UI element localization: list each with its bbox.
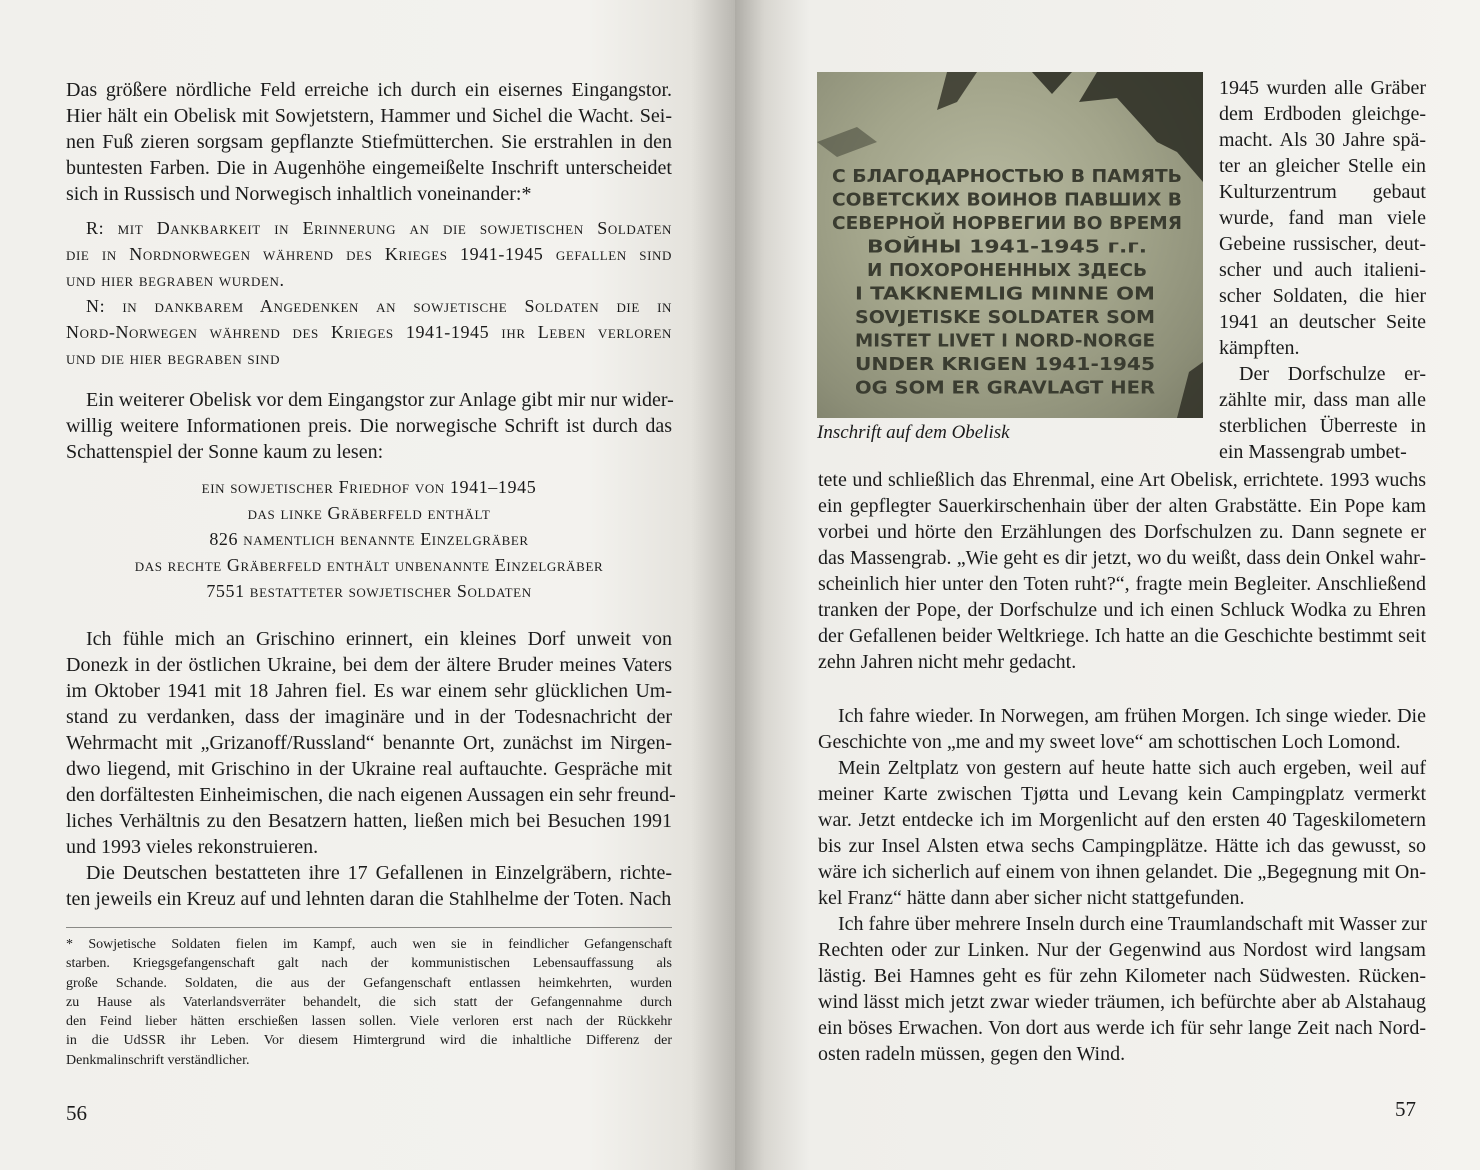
text-line: kel Franz“ hätte dann aber sicher nicht stattgefunden. — [818, 887, 1245, 909]
text-line: scher und auch italieni- — [1219, 259, 1426, 281]
text-line: Denkmalinschrift verständlicher. — [66, 1052, 250, 1068]
inscription-russian — [66, 215, 672, 293]
text-line: ein böses Erwachen. Von dort aus werde ich für sehr lange Zeit nach Nord- — [818, 1017, 1426, 1039]
text-line: Mein Zeltplatz von gestern auf heute hatte sich auch ergeben, weil auf — [838, 757, 1426, 779]
text-line: 826 namentlich benannte Einzelgräber — [209, 529, 529, 549]
inscription-line: СЕВЕРНОЙ НОРВЕГИИ ВО ВРЕМЯ — [832, 213, 1173, 234]
text-line: war. Jetzt entdecke ich im Morgenlicht auf den ersten 40 Tageskilometern — [818, 809, 1426, 831]
inscription-line: UNDER KRIGEN 1941-1945 — [855, 354, 1155, 375]
right-page — [735, 0, 1480, 1170]
text-line: Wehrmacht mit „Grizanoff/Russland“ benannte Ort, zunächst im Nirgen- — [66, 732, 672, 754]
text-line: dwo liegend, mit Grischino in der Ukraine real auftauchte. Gespräche mit — [66, 758, 672, 780]
text-line: macht. Als 30 Jahre spä- — [1219, 129, 1426, 151]
text-line: tranken der Pope, der Dorfschulze und ich einen Schluck Wodka zu Ehren — [818, 599, 1426, 621]
text-line: ein gepflegter Sauerkirschenhain über der alten Grabstätte. Ein Pope kam — [818, 495, 1426, 517]
text-line: willig weitere Informationen preis. Die norwegische Schrift ist durch das — [66, 415, 672, 437]
inscription-line: И ПОХОРОНЕННЫХ ЗДЕСЬ — [867, 260, 1147, 281]
text-line: Die Deutschen bestatteten ihre 17 Gefallenen in Einzelgräbern, richte- — [86, 862, 672, 884]
text-line: Hier hält ein Obelisk mit Sowjetstern, Hammer und Sichel die Wacht. Sei- — [66, 105, 672, 127]
text-line: osten radeln müssen, gegen den Wind. — [818, 1043, 1126, 1065]
text-line: Rechten oder zur Linken. Nur der Gegenwind aus Nordost wird langsam — [818, 939, 1426, 961]
text-line: R: mit Dankbarkeit in Erinnerung an die sowjetischen Soldaten — [86, 218, 672, 238]
text-line: Geschichte von „me and my sweet love“ am schottischen Loch Lomond. — [818, 731, 1401, 753]
text-line: liches Verhältnis zu den Besatzern hatten, ließen mich bei Besuchen 1991 — [66, 810, 672, 832]
text-line: sterblichen Überreste in — [1219, 415, 1426, 437]
text-line: Ich fahre über mehrere Inseln durch eine Traumlandschaft mit Wasser zur — [838, 913, 1427, 935]
obelisk-paragraph — [66, 387, 672, 465]
text-line: den Feind lieber hätten erschießen lassen sollen. Viele verloren erst nach der Rückkehr — [66, 1014, 672, 1030]
text-line: scher Soldaten, die hier — [1219, 285, 1426, 307]
text-line: wäre ich sicherlich auf einem von ihnen gelandet. Die „Begegnung mit On- — [818, 861, 1426, 883]
intro-paragraph — [66, 77, 672, 207]
text-line: große Schande. Soldaten, die aus der Gefangenschaft entlassen heimkehrten, wurden — [66, 975, 672, 991]
photo-caption: Inschrift auf dem Obelisk — [817, 422, 1010, 443]
footnote — [66, 935, 672, 1070]
text-line: lästig. Bei Hamnes geht es für zehn Kilometer nach Südwesten. Rücken- — [818, 965, 1426, 987]
islands-paragraph — [818, 911, 1426, 1067]
obelisk-photo-graphic — [817, 72, 1203, 418]
text-line: im Oktober 1941 mit 18 Jahren fiel. Es war einem sehr glücklichen Um- — [66, 680, 672, 702]
text-line: 1941 an deutscher Seite — [1219, 311, 1426, 333]
text-line: Ein weiterer Obelisk vor dem Eingangstor zur Anlage gibt mir nur wider- — [86, 389, 674, 411]
text-line: die in Nordnorwegen während des Krieges 1941-1945 gefallen sind — [66, 244, 672, 264]
text-line: Das größere nördliche Feld erreiche ich durch ein eisernes Eingangstor. — [66, 79, 672, 101]
inscription-line: СОВЕТСКИХ ВОИНОВ ПАВШИХ В — [832, 189, 1182, 211]
text-line: in die UdSSR ihr Leben. Vor diesem Himtergrund wird die inhaltliche Differenz der — [66, 1033, 672, 1049]
text-line: und hier begraben wurden. — [66, 270, 285, 290]
obelisk-photo — [817, 72, 1203, 418]
text-line: 1945 wurden alle Gräber — [1219, 77, 1426, 99]
text-line: ten jeweils ein Kreuz auf und lehnten daran die Stahlhelme der Toten. Nach — [66, 888, 672, 910]
text-line: ein Massengrab umbet- — [1219, 441, 1407, 463]
text-line: * Sowjetische Soldaten fielen im Kampf, auch wen sie in feindlicher Gefangenschaft — [66, 937, 672, 952]
inscription-line: MISTET LIVET I NORD-NORGE — [855, 330, 1155, 352]
page-number-right: 57 — [1395, 1097, 1416, 1121]
text-line: und 1993 vieles rekonstruieren. — [66, 836, 319, 858]
text-line: ter an gleicher Stelle ein — [1219, 155, 1426, 177]
inscription-line: ВОЙНЫ 1941-1945 г.г. — [867, 236, 1098, 258]
text-line: zehn Jahren nicht mehr gedacht. — [818, 651, 1077, 673]
grischino-paragraph — [66, 626, 676, 860]
text-line: bis zur Insel Alsten etwa sechs Campingplätze. Hätte ich das gewusst, so — [818, 835, 1426, 857]
campsite-paragraph — [818, 755, 1426, 911]
text-line: nen Fuß zieren sorgsam gepflanzte Stiefmütterchen. Sie erstrahlen in den — [66, 131, 672, 153]
text-line: Ich fahre wieder. In Norwegen, am frühen Morgen. Ich singe wieder. Die — [838, 705, 1426, 727]
text-line: kämpften. — [1219, 337, 1300, 359]
left-page — [0, 0, 735, 1170]
text-line: ein sowjetischer Friedhof von 1941–1945 — [201, 477, 537, 497]
text-line: Kulturzentrum gebaut — [1219, 181, 1426, 203]
text-line: starben. Kriegsgefangenschaft galt nach der kommunistischen Lebensauffassung als — [66, 956, 672, 972]
text-line: Der Dorfschulze er- — [1239, 363, 1426, 385]
text-line: Nord-Norwegen während des Krieges 1941-1945 ihr Leben verloren — [66, 322, 672, 342]
text-line: buntesten Farben. Die in Augenhöhe eingemeißelte Inschrift unterscheidet — [66, 157, 672, 179]
text-line: zu Hause als Vaterlandsverräter behandelt, die sich statt der Gefangennahme durch — [66, 994, 672, 1010]
inscription-line: SOVJETISKE SOLDATER SOM — [855, 307, 1155, 328]
footnote-rule — [66, 927, 672, 928]
text-line: wind lässt mich jetzt zwar wieder träumen, ich befürchte aber ab Alstahaug — [818, 991, 1426, 1013]
cemetery-inscription — [66, 474, 672, 604]
side-text — [1219, 75, 1426, 465]
text-line: das Massengrab. „Wie geht es dir jetzt, wo du weißt, dass dein Onkel wahr- — [818, 547, 1426, 569]
text-line: Ich fühle mich an Grischino erinnert, ein kleines Dorf unweit von — [86, 628, 672, 650]
text-line: den dorfältesten Einheimischen, die nach eigenen Aussagen ein sehr freund- — [66, 784, 676, 806]
text-line: zählte mir, dass man alle — [1219, 389, 1426, 411]
inscription-line: I TAKKNEMLIG MINNE OM — [855, 283, 1155, 305]
text-line: der Gefallenen beider Weltkriege. Ich hatte an die Geschichte bestimmt seit — [818, 625, 1426, 647]
text-line: das rechte Gräberfeld enthält unbenannte Einzelgräber — [134, 555, 604, 575]
text-line: und die hier begraben sind — [66, 348, 281, 368]
text-line: meiner Karte zwischen Tjøtta und Levang kein Campingplatz vermerkt — [818, 783, 1426, 805]
text-line: wurde, fand man viele — [1219, 207, 1426, 229]
text-line: tete und schließlich das Ehrenmal, eine Art Obelisk, errichtete. 1993 wuchs — [818, 469, 1426, 491]
inscription-norwegian — [66, 293, 672, 371]
text-line: Donezk in der östlichen Ukraine, bei dem der ältere Bruder meines Vaters — [66, 654, 672, 676]
text-line: dem Erdboden gleichge- — [1219, 103, 1426, 125]
page-number-left: 56 — [66, 1101, 87, 1125]
text-line: sich in Russisch und Norwegisch inhaltlich voneinander:* — [66, 183, 532, 205]
inscription-line: С БЛАГОДАРНОСТЬЮ В ПАМЯТЬ — [832, 166, 1182, 187]
text-line: scheinlich hier unter den Toten ruht?“, fragte mein Begleiter. Anschließend — [818, 573, 1426, 595]
text-line: 7551 bestatteter sowjetischer Soldaten — [206, 581, 532, 601]
text-line: stand zu verdanken, dass der imaginäre und in der Todesnachricht der — [66, 706, 672, 728]
morning-paragraph — [818, 703, 1426, 755]
burial-paragraph — [66, 860, 672, 912]
inscription-line: OG SOM ER GRAVLAGT HER — [855, 377, 1156, 399]
text-line: Gebeine russischer, deut- — [1219, 233, 1426, 255]
text-line: N: in dankbarem Angedenken an sowjetische Soldaten die in — [86, 296, 672, 316]
text-line: vorbei und hörte den Erzählungen des Dorfschulzen zu. Dann segnete er — [818, 521, 1426, 543]
text-line: Schattenspiel der Sonne kaum zu lesen: — [66, 441, 384, 463]
text-line: das linke Gräberfeld enthält — [247, 503, 491, 523]
reburial-paragraph — [818, 467, 1426, 675]
